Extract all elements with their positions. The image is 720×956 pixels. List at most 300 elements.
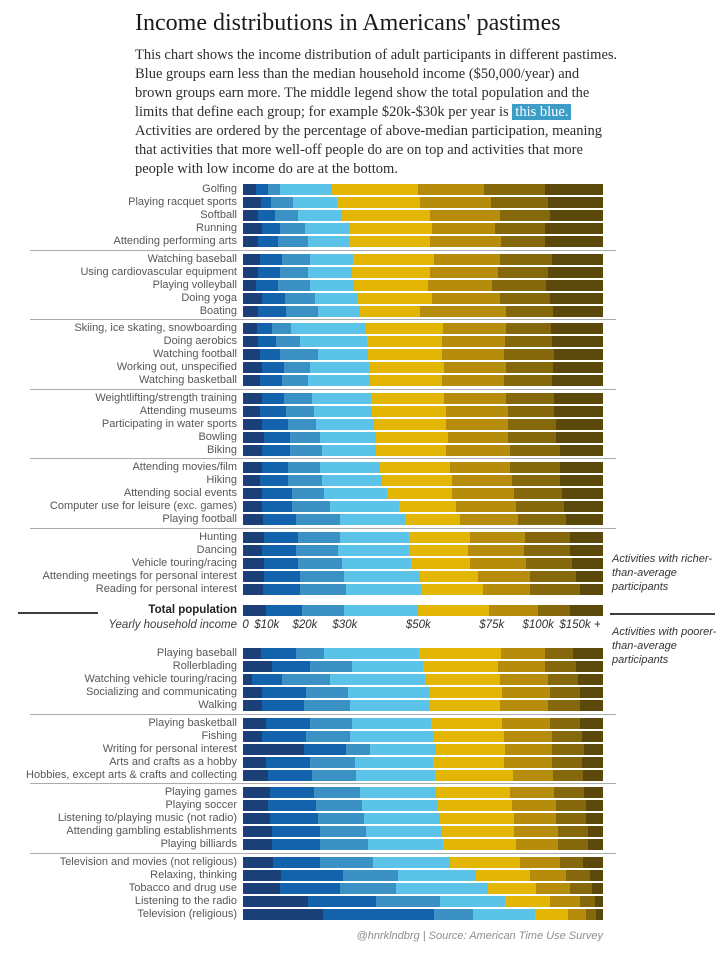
segment-$0-10k	[243, 184, 256, 195]
segment-$50-75k	[368, 349, 442, 360]
segment-$75-100k	[489, 605, 538, 616]
segment-$10-20k	[262, 488, 292, 499]
segment-$75-100k	[420, 306, 506, 317]
segment-$100-150k	[570, 883, 592, 894]
activity-row	[0, 487, 720, 500]
segment-$50-75k	[418, 605, 489, 616]
segment-$150k+	[552, 254, 603, 265]
activity-label: Television (religious)	[137, 907, 237, 920]
segment-$10-20k	[264, 558, 298, 569]
activity-bar	[243, 184, 603, 195]
segment-$75-100k	[470, 532, 525, 543]
segment-$0-10k	[243, 605, 266, 616]
axis-tick-50k: $50k	[405, 618, 431, 631]
segment-$50-75k	[421, 584, 483, 595]
segment-$30-50k	[318, 349, 368, 360]
segment-$30-50k	[316, 419, 374, 430]
segment-$0-10k	[243, 718, 266, 729]
annotation-divider-line	[610, 613, 715, 615]
activity-label: Dancing	[196, 543, 237, 556]
segment-$150k+	[588, 826, 603, 837]
activity-bar	[243, 857, 603, 868]
activity-bar	[243, 514, 603, 525]
annotation-richer: Activities with richer-than-average participants	[612, 553, 713, 593]
segment-$0-10k	[243, 800, 268, 811]
top-chart-richer-activities	[0, 183, 720, 596]
segment-$75-100k	[514, 813, 556, 824]
segment-$30-50k	[340, 532, 409, 543]
segment-$20-30k	[376, 896, 440, 907]
segment-$20-30k	[296, 648, 324, 659]
axis-tick-150k: $150k +	[559, 618, 601, 631]
segment-$50-75k	[352, 267, 430, 278]
segment-$100-150k	[510, 445, 560, 456]
segment-$75-100k	[470, 558, 526, 569]
segment-$150k+	[576, 571, 603, 582]
segment-$30-50k	[352, 718, 431, 729]
segment-$150k+	[584, 787, 603, 798]
segment-$10-20k	[260, 475, 288, 486]
segment-$10-20k	[262, 445, 290, 456]
segment-$75-100k	[505, 744, 552, 755]
segment-$75-100k	[448, 432, 508, 443]
chart-description	[135, 46, 619, 179]
segment-$30-50k	[330, 501, 399, 512]
segment-$10-20k	[262, 687, 306, 698]
activity-bar	[243, 813, 603, 824]
activity-bar	[243, 800, 603, 811]
segment-$50-75k	[450, 857, 520, 868]
blue-highlight-swatch: this blue.	[512, 104, 571, 120]
activity-row	[0, 699, 720, 712]
activity-label: Watching football	[153, 348, 237, 360]
segment-$100-150k	[558, 826, 588, 837]
segment-$75-100k	[500, 674, 548, 685]
segment-$100-150k	[500, 254, 552, 265]
segment-$150k+	[560, 445, 603, 456]
segment-$50-75k	[488, 883, 536, 894]
segment-$100-150k	[510, 462, 560, 473]
segment-$50-75k	[419, 648, 501, 659]
segment-$100-150k	[505, 336, 552, 347]
segment-$50-75k	[409, 545, 468, 556]
segment-$20-30k	[280, 223, 305, 234]
segment-$10-20k	[257, 323, 272, 334]
segment-$0-10k	[243, 909, 323, 920]
segment-$150k+	[560, 475, 603, 486]
segment-$10-20k	[262, 501, 292, 512]
segment-$75-100k	[510, 787, 554, 798]
activity-label: Attending meetings for personal interest	[42, 569, 237, 582]
segment-$10-20k	[266, 757, 310, 768]
segment-$75-100k	[432, 223, 495, 234]
segment-$150k+	[564, 501, 603, 512]
segment-$10-20k	[258, 336, 276, 347]
segment-$75-100k	[550, 896, 580, 907]
segment-$10-20k	[262, 700, 304, 711]
activity-row	[0, 222, 720, 235]
segment-$150k+	[554, 406, 603, 417]
activity-label: Participating in water sports	[101, 417, 237, 430]
segment-$150k+	[548, 267, 603, 278]
segment-$20-30k	[272, 323, 291, 334]
activity-row	[0, 660, 720, 673]
segment-$50-75k	[387, 488, 452, 499]
segment-$50-75k	[435, 770, 513, 781]
segment-$30-50k	[352, 661, 423, 672]
segment-$75-100k	[568, 909, 586, 920]
group-separator	[30, 250, 616, 251]
segment-$75-100k	[468, 545, 524, 556]
activity-row	[0, 405, 720, 418]
segment-$150k+	[592, 883, 603, 894]
activity-row	[0, 461, 720, 474]
segment-$20-30k	[300, 584, 346, 595]
segment-$75-100k	[446, 445, 510, 456]
activity-bar	[243, 197, 603, 208]
activity-label: Hiking	[206, 474, 237, 486]
segment-$75-100k	[460, 514, 518, 525]
activity-row	[0, 908, 720, 921]
activity-label: Rollerblading	[172, 660, 237, 672]
segment-$30-50k	[310, 280, 354, 291]
segment-$100-150k	[516, 501, 564, 512]
segment-$75-100k	[444, 393, 506, 404]
segment-$0-10k	[243, 558, 264, 569]
activity-row	[0, 335, 720, 348]
segment-$0-10k	[243, 770, 268, 781]
segment-$75-100k	[428, 280, 492, 291]
segment-$0-10k	[243, 674, 252, 685]
activity-bar	[243, 839, 603, 850]
page-title: Income distributions in Americans' pastimes	[135, 10, 561, 36]
segment-$0-10k	[243, 787, 270, 798]
segment-$75-100k	[420, 197, 491, 208]
segment-$50-75k	[382, 475, 452, 486]
activity-row	[0, 322, 720, 335]
segment-$100-150k	[501, 236, 545, 247]
segment-$10-20k	[273, 857, 320, 868]
segment-$10-20k	[280, 883, 340, 894]
segment-$150k+	[552, 375, 603, 386]
segment-$50-75k	[405, 514, 460, 525]
segment-$20-30k	[290, 432, 320, 443]
activity-row	[0, 895, 720, 908]
activity-bar	[243, 445, 603, 456]
segment-$75-100k	[442, 349, 504, 360]
segment-$10-20k	[262, 545, 296, 556]
segment-$50-75k	[354, 280, 428, 291]
activity-bar	[243, 584, 603, 595]
segment-$100-150k	[530, 571, 576, 582]
segment-$50-75k	[342, 210, 430, 221]
segment-$30-50k	[364, 813, 440, 824]
source-credit: @hnrklndbrg | Source: American Time Use Survey	[356, 930, 603, 942]
activity-row	[0, 869, 720, 882]
activity-label: Biking	[207, 443, 237, 456]
segment-$10-20k	[252, 674, 282, 685]
activity-label: Boating	[199, 304, 237, 317]
segment-$150k+	[572, 558, 603, 569]
segment-$100-150k	[508, 419, 556, 430]
segment-$100-150k	[558, 839, 588, 850]
segment-$10-20k	[263, 584, 300, 595]
segment-$100-150k	[500, 293, 550, 304]
segment-$0-10k	[243, 280, 256, 291]
segment-$10-20k	[256, 184, 268, 195]
segment-$75-100k	[478, 571, 530, 582]
activity-row	[0, 500, 720, 513]
segment-$100-150k	[518, 514, 566, 525]
segment-$0-10k	[243, 731, 262, 742]
segment-$50-75k	[350, 223, 432, 234]
segment-$150k+	[586, 800, 603, 811]
activity-bar	[243, 323, 603, 334]
segment-$0-10k	[243, 584, 263, 595]
segment-$100-150k	[552, 744, 584, 755]
activity-row	[0, 769, 720, 782]
segment-$75-100k	[450, 462, 510, 473]
segment-$50-75k	[370, 375, 442, 386]
segment-$50-75k	[409, 532, 470, 543]
segment-$50-75k	[369, 362, 444, 373]
activity-bar	[243, 744, 603, 755]
segment-$0-10k	[243, 306, 258, 317]
segment-$100-150k	[524, 545, 570, 556]
segment-$20-30k	[268, 184, 280, 195]
segment-$50-75k	[431, 718, 502, 729]
segment-$20-30k	[434, 909, 473, 920]
segment-$10-20k	[281, 870, 343, 881]
segment-$50-75k	[374, 419, 446, 430]
segment-$75-100k	[501, 648, 545, 659]
segment-$20-30k	[298, 532, 340, 543]
activity-label: Computer use for leisure (exc. games)	[49, 500, 237, 512]
segment-$10-20k	[268, 770, 312, 781]
segment-$10-20k	[304, 744, 346, 755]
segment-$20-30k	[284, 393, 312, 404]
segment-$0-10k	[243, 857, 273, 868]
segment-$75-100k	[498, 661, 545, 672]
segment-$0-10k	[243, 826, 272, 837]
segment-$150k+	[580, 687, 603, 698]
segment-$20-30k	[320, 857, 373, 868]
segment-$20-30k	[280, 267, 308, 278]
segment-$50-75k	[423, 661, 498, 672]
segment-$100-150k	[500, 210, 550, 221]
segment-$10-20k	[261, 197, 271, 208]
segment-$20-30k	[282, 375, 308, 386]
segment-$0-10k	[243, 896, 308, 907]
activity-label: Tobacco and drug use	[128, 881, 237, 894]
segment-$30-50k	[308, 236, 349, 247]
activity-bar	[243, 718, 603, 729]
activity-label: Playing volleyball	[152, 278, 237, 291]
segment-$0-10k	[243, 362, 262, 373]
segment-$100-150k	[506, 323, 551, 334]
segment-$100-150k	[526, 558, 572, 569]
activity-label: Attending performing arts	[113, 235, 237, 247]
segment-$10-20k	[264, 532, 298, 543]
segment-$30-50k	[440, 896, 505, 907]
segment-$100-150k	[504, 375, 552, 386]
activity-bar	[243, 362, 603, 373]
segment-$0-10k	[243, 236, 258, 247]
segment-$10-20k	[323, 909, 434, 920]
segment-$30-50k	[356, 770, 435, 781]
activity-row	[0, 474, 720, 487]
description-text-post: Activities are ordered by the percentage of above-median participation, meaning that activities that more well-off people do are on top and activities that more people with low income do are at the bottom.	[135, 123, 603, 177]
legend-left-line	[18, 612, 98, 614]
segment-$20-30k	[276, 336, 300, 347]
activity-label: Weightlifting/strength training	[95, 391, 237, 404]
activity-bar	[243, 349, 603, 360]
segment-$10-20k	[260, 349, 280, 360]
segment-$0-10k	[243, 210, 258, 221]
segment-$0-10k	[243, 757, 266, 768]
segment-$20-30k	[296, 545, 338, 556]
segment-$10-20k	[268, 800, 316, 811]
activity-bar	[243, 236, 603, 247]
activity-bar	[243, 336, 603, 347]
activity-row	[0, 743, 720, 756]
segment-$100-150k	[548, 674, 578, 685]
segment-$50-75k	[430, 687, 502, 698]
segment-$0-10k	[243, 839, 272, 850]
segment-$30-50k	[305, 223, 350, 234]
segment-$100-150k	[514, 488, 562, 499]
activity-label: Doing yoga	[181, 291, 237, 304]
segment-$20-30k	[282, 254, 310, 265]
segment-$100-150k	[498, 267, 548, 278]
segment-$20-30k	[302, 605, 344, 616]
activity-bar	[243, 293, 603, 304]
group-separator	[30, 783, 616, 784]
segment-$150k+	[554, 349, 603, 360]
activity-row	[0, 209, 720, 222]
segment-$50-75k	[337, 197, 420, 208]
segment-$50-75k	[376, 432, 448, 443]
segment-$0-10k	[243, 445, 262, 456]
segment-$100-150k	[506, 393, 554, 404]
segment-$50-75k	[443, 839, 516, 850]
segment-$100-150k	[491, 197, 548, 208]
segment-$30-50k	[320, 432, 376, 443]
segment-$100-150k	[553, 770, 583, 781]
segment-$10-20k	[308, 896, 376, 907]
segment-$100-150k	[552, 757, 582, 768]
segment-$30-50k	[330, 674, 425, 685]
segment-$20-30k	[298, 558, 342, 569]
segment-$75-100k	[452, 488, 514, 499]
segment-$75-100k	[500, 700, 548, 711]
segment-$20-30k	[340, 883, 396, 894]
segment-$150k+	[570, 532, 603, 543]
segment-$100-150k	[566, 870, 590, 881]
activity-bar	[243, 571, 603, 582]
segment-$10-20k	[262, 362, 284, 373]
segment-$20-30k	[296, 514, 340, 525]
description-text-pre: This chart shows the income distribution of adult participants in different pastimes. Blue groups earn less than the median household income ($50,000/year) and brown groups earn more. The middle legend show the total population and the limits that define each group; for example $20k-$30k per year is	[135, 47, 618, 120]
segment-$50-75k	[441, 826, 514, 837]
total-population-row	[0, 604, 720, 617]
segment-$10-20k	[264, 571, 300, 582]
segment-$150k+	[582, 731, 603, 742]
segment-$30-50k	[366, 826, 441, 837]
segment-$20-30k	[290, 445, 322, 456]
annotation-poorer: Activities with poorer-than-average participants	[612, 626, 717, 666]
segment-$150k+	[588, 839, 603, 850]
segment-$150k+	[552, 336, 603, 347]
segment-$100-150k	[586, 909, 596, 920]
segment-$0-10k	[243, 813, 270, 824]
axis-tick-30k: $30k	[332, 618, 358, 631]
segment-$50-75k	[349, 236, 430, 247]
bottom-chart-poorer-activities	[0, 647, 720, 921]
activity-label: Playing soccer	[165, 799, 237, 811]
activity-label: Playing billiards	[160, 838, 237, 850]
segment-$30-50k	[373, 857, 450, 868]
activity-bar	[243, 545, 603, 556]
segment-$150k+	[553, 306, 603, 317]
segment-$50-75k	[535, 909, 568, 920]
segment-$30-50k	[280, 184, 332, 195]
segment-$150k+	[582, 757, 603, 768]
segment-$30-50k	[315, 293, 358, 304]
activity-row	[0, 253, 720, 266]
activity-row	[0, 856, 720, 869]
segment-$0-10k	[243, 744, 304, 755]
activity-label: Arts and crafts as a hobby	[109, 755, 237, 768]
activity-bar	[243, 674, 603, 685]
segment-$75-100k	[430, 210, 500, 221]
segment-$20-30k	[282, 674, 330, 685]
segment-$0-10k	[243, 375, 260, 386]
segment-$30-50k	[300, 336, 367, 347]
segment-$0-10k	[243, 870, 281, 881]
segment-$10-20k	[266, 605, 302, 616]
segment-$20-30k	[292, 501, 330, 512]
segment-$150k+	[596, 909, 603, 920]
segment-$75-100k	[483, 584, 530, 595]
segment-$30-50k	[368, 839, 443, 850]
segment-$0-10k	[243, 532, 264, 543]
segment-$30-50k	[350, 731, 433, 742]
activity-row	[0, 444, 720, 457]
activity-bar	[243, 488, 603, 499]
segment-$100-150k	[506, 306, 553, 317]
segment-$150k+	[562, 488, 603, 499]
segment-$100-150k	[508, 406, 554, 417]
segment-$10-20k	[264, 432, 290, 443]
segment-$30-50k	[362, 800, 438, 811]
segment-$20-30k	[310, 757, 355, 768]
segment-$30-50k	[298, 210, 342, 221]
segment-$0-10k	[243, 700, 262, 711]
activity-bar	[243, 280, 603, 291]
segment-$150k+	[545, 184, 603, 195]
segment-$75-100k	[446, 406, 508, 417]
activity-row	[0, 183, 720, 196]
segment-$75-100k	[513, 770, 553, 781]
activity-label: Attending movies/film	[132, 461, 237, 473]
segment-$150k+	[553, 362, 603, 373]
segment-$100-150k	[538, 605, 570, 616]
segment-$150k+	[566, 514, 603, 525]
activity-bar	[243, 896, 603, 907]
segment-$150k+	[560, 462, 603, 473]
segment-$150k+	[573, 648, 603, 659]
